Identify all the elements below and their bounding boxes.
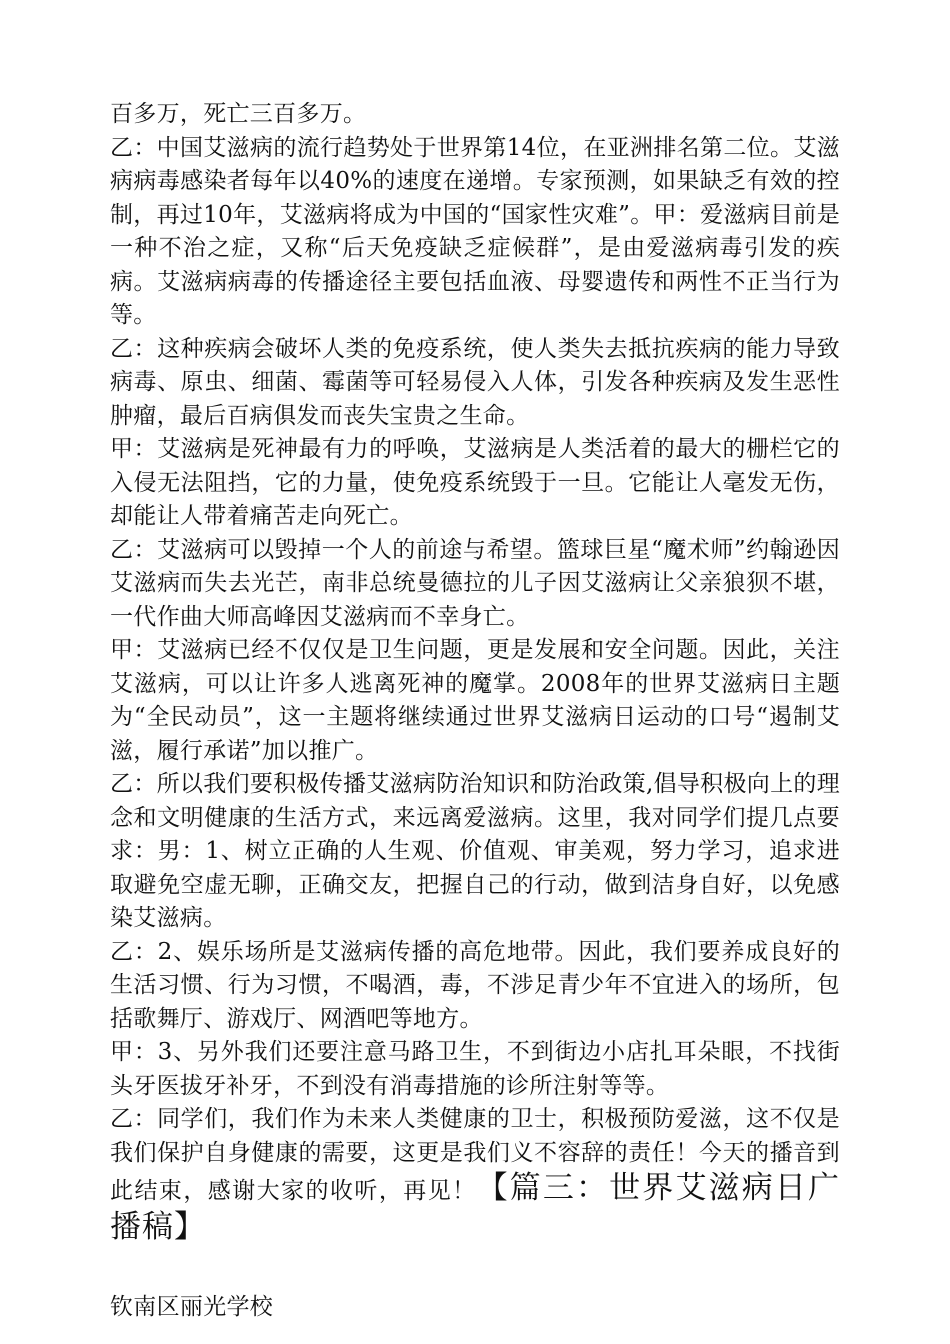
paragraph-5: 乙：艾滋病可以毁掉一个人的前途与希望。篮球巨星“魔术师”约翰逊因艾滋病而失去光芒，南非总统曼德拉的儿子因艾滋病让父亲狼狈不堪，一代作曲大师高峰因艾滋病而不幸身亡。: [110, 536, 840, 630]
school-name: 钦南区丽光学校: [110, 1294, 274, 1320]
paragraph-7: 乙：所以我们要积极传播艾滋病防治知识和防治政策,倡导积极向上的理念和文明健康的生活方式，来远离爱滋病。这里，我对同学们提几点要求：男：1、树立正确的人生观、价值观、审美观，努力学习，追求进取避免空虚无聊，正确交友，把握自己的行动，做到洁身自好，以免感染艾滋病。: [110, 771, 840, 931]
paragraph-3: 乙：这种疾病会破坏人类的免疫系统，使人类失去抵抗疾病的能力导致病毒、原虫、细菌、霉菌等可轻易侵入人体，引发各种疾病及发生恶性肿瘤，最后百病俱发而丧失宝贵之生命。: [110, 335, 840, 429]
paragraph-2: 乙：中国艾滋病的流行趋势处于世界第14位，在亚洲排名第二位。艾滋病病毒感染者每年以40%的速度在递增。专家预测，如果缺乏有效的控制，再过10年，艾滋病将成为中国的“国家性灾难”。甲：爱滋病目前是一种不治之症，又称“后天免疫缺乏症候群”，是由爱滋病毒引发的疾病。艾滋病病毒的传播途径主要包括血液、母婴遗传和两性不正当行为等。: [110, 134, 840, 328]
document-body: [110, 98, 840, 1325]
paragraph-8: 乙：2、娱乐场所是艾滋病传播的高危地带。因此，我们要养成良好的生活习惯、行为习惯，不喝酒，毒，不涉足青少年不宜进入的场所，包括歌舞厅、游戏厅、网酒吧等地方。: [110, 938, 840, 1032]
closing-paragraph: [110, 1103, 840, 1247]
paragraph-1: 百多万，死亡三百多万。: [110, 101, 367, 127]
section-heading: 【篇三：世界艾滋病日广播稿】: [110, 1170, 841, 1245]
paragraph-4: 甲：艾滋病是死神最有力的呼唤，艾滋病是人类活着的最大的栅栏它的入侵无法阻挡，它的力量，使免疫系统毁于一旦。它能让人毫发无伤，却能让人带着痛苦走向死亡。: [110, 436, 840, 529]
paragraph-9: 甲：3、另外我们还要注意马路卫生，不到街边小店扎耳朵眼，不找街头牙医拔牙补牙，不到没有消毒措施的诊所注射等等。: [110, 1039, 840, 1099]
closing-text: 乙：同学们，我们作为未来人类健康的卫士，积极预防爱滋，这不仅是我们保护自身健康的需要，这更是我们义不容辞的责任！今天的播音到此结束，感谢大家的收听，再见！: [110, 1106, 840, 1204]
paragraph-6: 甲：艾滋病已经不仅仅是卫生问题，更是发展和安全问题。因此，关注艾滋病，可以让许多人逃离死神的魔掌。2008年的世界艾滋病日主题为“全民动员”，这一主题将继续通过世界艾滋病日运动的口号“遏制艾滋，履行承诺”加以推广。: [110, 637, 840, 764]
